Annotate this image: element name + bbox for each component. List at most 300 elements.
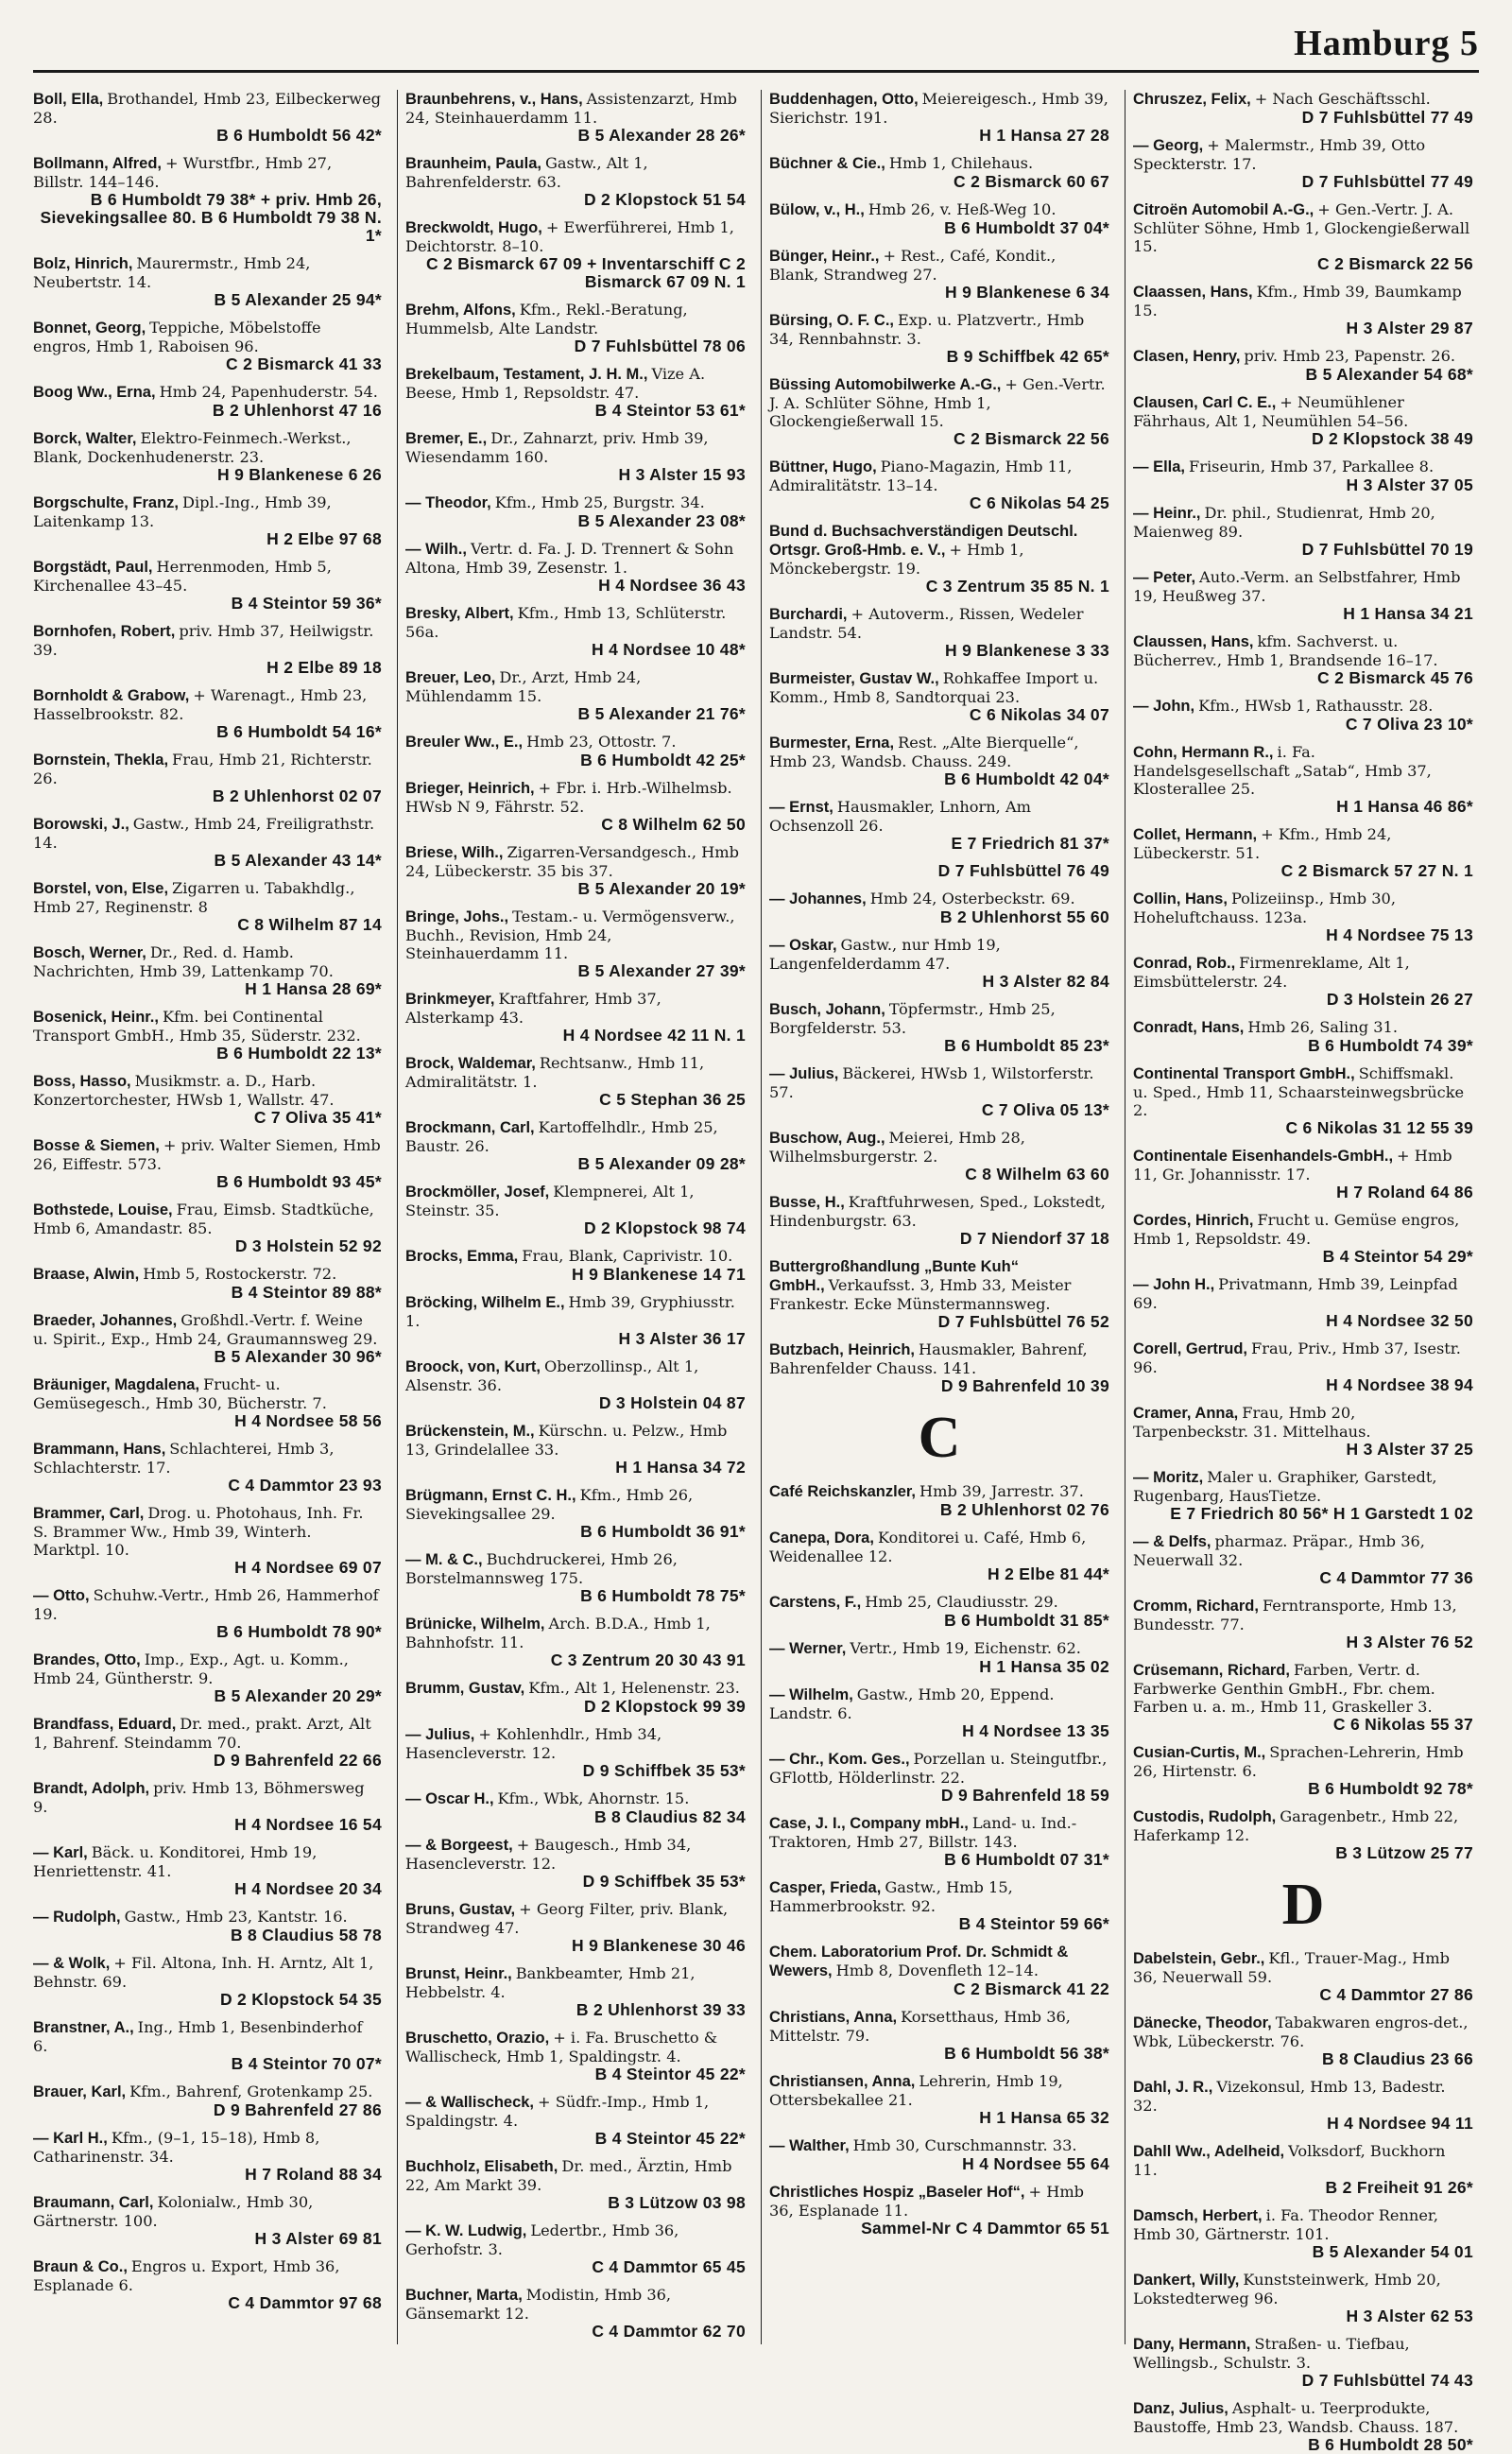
entry-details: + Südfr.-Imp., Hmb 1, Spaldingstr. 4. — [405, 2093, 710, 2130]
directory-entry — [769, 154, 1109, 191]
entry-telephone: H 4 Nordsee 13 35 — [962, 1721, 1109, 1740]
entry-details: Drog. u. Photohaus, Inh. Fr. S. Brammer Ww., Hmb 39, Winterh. Marktpl. 10. — [33, 1504, 364, 1559]
directory-entry — [1133, 1949, 1473, 2004]
entry-details: Klempnerei, Alt 1, Steinstr. 35. — [405, 1183, 695, 1219]
entry-details: Ferntransporte, Hmb 13, Bundesstr. 77. — [1133, 1597, 1457, 1633]
entry-telephone: D 7 Fuhlsbüttel 74 43 — [1301, 2371, 1473, 2390]
entry-details: Kfm., Rekl.-Beratung, Hummelsb, Alte Landstr. — [405, 301, 688, 337]
entry-telephone: D 2 Klopstock 54 35 — [219, 1990, 382, 2009]
entry-telephone: H 4 Nordsee 32 50 — [1326, 1311, 1473, 1330]
entry-name: Broock, von, Kurt, — [405, 1358, 541, 1375]
entry-name: Brückenstein, M., — [405, 1423, 535, 1440]
entry-telephone: B 6 Humboldt 56 42* — [216, 126, 382, 145]
entry-name: — Moritz, — [1133, 1469, 1204, 1486]
entry-telephone: D 9 Bahrenfeld 18 59 — [940, 1786, 1109, 1805]
entry-details: Testam.- u. Vermögensverw., Buchh., Revision, Hmb 24, Steinhauerdamm 11. — [405, 907, 735, 962]
entry-name: — Julius, — [769, 1065, 839, 1082]
entry-name: Breuler Ww., E., — [405, 734, 524, 751]
entry-details: Meierei, Hmb 28, Wilhelmsburgerstr. 2. — [769, 1129, 1025, 1166]
directory-entry — [405, 1054, 746, 1109]
directory-entry — [769, 1878, 1109, 1933]
directory-entry — [33, 1201, 382, 1255]
entry-telephone: H 4 Nordsee 38 94 — [1326, 1375, 1473, 1394]
directory-entry — [405, 1615, 746, 1669]
section-letter: D — [1281, 1873, 1325, 1937]
entry-telephone: H 2 Elbe 97 68 — [266, 529, 382, 548]
directory-entry — [33, 1779, 382, 1834]
directory-entry — [33, 1072, 382, 1127]
directory-entry — [33, 1440, 382, 1495]
directory-entry — [769, 1129, 1109, 1184]
directory-entry — [33, 2129, 382, 2184]
entry-details: Kfm. bei Continental Transport GmbH., Hmb 35, Süderstr. 232. — [33, 1008, 361, 1045]
entry-telephone: B 8 Claudius 23 66 — [1321, 2049, 1473, 2068]
entry-name: Continental Transport GmbH., — [1133, 1065, 1355, 1082]
entry-name: Brandt, Adolph, — [33, 1780, 150, 1797]
entry-telephone: B 6 Humboldt 37 04* — [944, 218, 1109, 237]
entry-name: Chem. Laboratorium Prof. Dr. Schmidt & Wewers, — [769, 1944, 1069, 1979]
entry-details: Polizeiinsp., Hmb 30, Hoheluftchauss. 123a. — [1133, 890, 1396, 926]
entry-details: Schlachterei, Hmb 3, Schlachterstr. 17. — [33, 1440, 335, 1477]
section-letter: C — [918, 1406, 961, 1470]
entry-name: Citroën Automobil A.-G., — [1133, 201, 1314, 218]
entry-name: Bonnet, Georg, — [33, 320, 146, 337]
directory-entry — [769, 1482, 1109, 1519]
directory-entry — [33, 1586, 382, 1641]
directory-entry — [1133, 632, 1473, 687]
directory-entry — [1133, 1339, 1473, 1394]
directory-entry — [405, 843, 746, 898]
directory-entry — [33, 1504, 382, 1577]
entry-telephone: C 4 Dammtor 77 36 — [1319, 1568, 1473, 1587]
entry-telephone: B 2 Freiheit 91 26* — [1325, 2178, 1473, 2197]
entry-name: — Heinr., — [1133, 505, 1201, 522]
entry-details: Vize A. Beese, Hmb 1, Repsoldstr. 47. — [405, 365, 706, 402]
entry-name: Breckwoldt, Hugo, — [405, 219, 542, 236]
entry-name: Briese, Wilh., — [405, 844, 504, 861]
entry-name: Dany, Hermann, — [1133, 2336, 1251, 2353]
entry-details: Hmb 26, v. Heß-Weg 10. — [868, 200, 1057, 218]
entry-details: Kolonialw., Hmb 30, Gärtnerstr. 100. — [33, 2193, 314, 2230]
directory-entry — [405, 1550, 746, 1605]
entry-telephone: H 1 Hansa 65 32 — [979, 2108, 1109, 2127]
entry-name: — K. W. Ludwig, — [405, 2222, 527, 2239]
directory-entry — [769, 522, 1109, 596]
directory-entry — [405, 1679, 746, 1716]
entry-telephone: B 4 Steintor 89 88* — [231, 1283, 382, 1302]
entry-telephone: H 3 Alster 76 52 — [1346, 1633, 1473, 1651]
entry-name: Bremer, E., — [405, 430, 488, 447]
directory-entry — [769, 1529, 1109, 1583]
directory-entry — [405, 2157, 746, 2212]
entry-details: Kfl., Trauer-Mag., Hmb 36, Neuerwall 59. — [1133, 1949, 1450, 1986]
entry-telephone: B 5 Alexander 43 14* — [214, 851, 382, 870]
entry-name: Brocks, Emma, — [405, 1248, 519, 1265]
entry-name: Braun & Co., — [33, 2258, 128, 2275]
entry-telephone: D 9 Bahrenfeld 27 86 — [213, 2100, 382, 2119]
directory-entry — [1133, 954, 1473, 1009]
entry-telephone: H 3 Alster 29 87 — [1346, 319, 1473, 337]
entry-details: Hmb 25, Claudiusstr. 29. — [865, 1593, 1058, 1611]
entry-telephone: D 3 Holstein 52 92 — [234, 1236, 382, 1255]
entry-telephone: D 7 Fuhlsbüttel 70 19 — [1301, 540, 1473, 559]
entry-details: Maurermstr., Hmb 24, Neubertstr. 14. — [33, 254, 311, 291]
entry-name: Braunbehrens, v., Hans, — [405, 91, 583, 108]
entry-details: Imp., Exp., Agt. u. Komm., Hmb 24, Güntherstr. 9. — [33, 1650, 349, 1687]
entry-telephone: C 3 Zentrum 20 30 43 91 — [550, 1650, 746, 1669]
page-number: 5 — [1460, 24, 1479, 63]
entry-telephone: D 3 Holstein 04 87 — [598, 1393, 746, 1412]
entry-name: Bürsing, O. F. C., — [769, 312, 895, 329]
entry-name: — Wilh., — [405, 541, 467, 558]
entry-name: Braunheim, Paula, — [405, 155, 541, 172]
entry-telephone: H 4 Nordsee 16 54 — [234, 1815, 382, 1834]
entry-details: Rohkaffee Import u. Komm., Hmb 8, Sandtorquai 23. — [769, 669, 1099, 706]
directory-entry — [405, 779, 746, 834]
entry-telephone: D 2 Klopstock 38 49 — [1311, 429, 1473, 448]
entry-telephone: D 7 Fuhlsbüttel 76 52 — [937, 1312, 1109, 1331]
entry-details: Rechtsanw., Hmb 11, Admiralitätstr. 1. — [405, 1054, 705, 1091]
entry-details: pharmaz. Präpar., Hmb 36, Neuerwall 32. — [1133, 1532, 1425, 1569]
entry-name: Bollmann, Alfred, — [33, 155, 162, 172]
directory-entry — [769, 1814, 1109, 1869]
entry-telephone: C 3 Zentrum 35 85 N. 1 — [925, 577, 1109, 596]
entry-details: Hmb 23, Ottostr. 7. — [526, 733, 677, 751]
directory-entry — [33, 1954, 382, 2009]
directory-entry — [33, 2082, 382, 2119]
directory-entry — [1133, 347, 1473, 384]
entry-name: Bülow, v., H., — [769, 201, 865, 218]
entry-details: Bäckerei, HWsb 1, Wilstorferstr. 57. — [769, 1064, 1094, 1101]
entry-details: i. Fa. Handelsgesellschaft „Satab“, Hmb 37, Klosterallee 25. — [1133, 743, 1432, 798]
directory-entry — [33, 319, 382, 373]
entry-details: Auto.-Verm. an Selbstfahrer, Hmb 19, Heußweg 37. — [1133, 568, 1461, 605]
entry-name: Bröcking, Wilhelm E., — [405, 1294, 565, 1311]
entry-details: Frucht- u. Gemüsegesch., Hmb 30, Bücherstr. 7. — [33, 1375, 327, 1412]
entry-name: Braeder, Johannes, — [33, 1312, 178, 1329]
entry-details: Hmb 1, Chilehaus. — [888, 154, 1034, 172]
directory-entry — [405, 733, 746, 769]
directory-entry — [405, 2029, 746, 2083]
entry-telephone: B 4 Steintor 59 66* — [958, 1914, 1109, 1933]
entry-name: Brockmann, Carl, — [405, 1119, 535, 1136]
entry-name: Borck, Walter, — [33, 430, 137, 447]
entry-name: Bresky, Albert, — [405, 605, 514, 622]
entry-name: — Karl, — [33, 1844, 88, 1861]
directory-entry — [769, 890, 1109, 926]
entry-telephone: H 3 Alster 69 81 — [254, 2229, 382, 2248]
entry-details: Asphalt- u. Teerprodukte, Baustoffe, Hmb 23, Wandsb. Chauss. 187. — [1133, 2399, 1459, 2436]
entry-details: + priv. Walter Siemen, Hmb 26, Eiffestr. 573. — [33, 1136, 381, 1173]
directory-entry — [33, 815, 382, 870]
directory-entry — [1133, 1597, 1473, 1651]
entry-details: Oberzollinsp., Alt 1, Alsenstr. 36. — [405, 1357, 699, 1394]
entry-name: Busch, Johann, — [769, 1001, 885, 1018]
entry-telephone: B 4 Steintor 59 36* — [231, 594, 382, 613]
entry-details: Buchdruckerei, Hmb 26, Borstelmannsweg 175. — [405, 1550, 678, 1587]
entry-details: Frau, Hmb 20, Tarpenbeckstr. 31. Mittelhaus. — [1133, 1404, 1371, 1441]
entry-name: — & Wallischeck, — [405, 2094, 535, 2111]
entry-telephone: B 6 Humboldt 85 23* — [944, 1036, 1109, 1055]
entry-details: Kfm., Hmb 25, Burgstr. 34. — [494, 493, 705, 511]
entry-details: Assistenzarzt, Hmb 24, Steinhauerdamm 11. — [405, 90, 738, 127]
entry-details: Tabakwaren engros-det., Wbk, Lübeckerstr. 76. — [1133, 2013, 1469, 2050]
entry-details: + i. Fa. Bruschetto & Wallischeck, Hmb 1, Spaldingstr. 4. — [405, 2029, 718, 2065]
entry-name: Brügmann, Ernst C. H., — [405, 1487, 576, 1504]
entry-telephone: H 2 Elbe 89 18 — [266, 658, 382, 677]
entry-telephone: B 6 Humboldt 42 04* — [944, 769, 1109, 788]
entry-details: i. Fa. Theodor Renner, Hmb 30, Gärtnerstr. 101. — [1133, 2206, 1439, 2243]
entry-name: Boog Ww., Erna, — [33, 384, 156, 401]
entry-name: Dänecke, Theodor, — [1133, 2014, 1272, 2031]
directory-entry — [405, 493, 746, 530]
entry-name: Bosse & Siemen, — [33, 1137, 160, 1154]
directory-entry — [33, 751, 382, 805]
entry-name: Christiansen, Anna, — [769, 2073, 916, 2090]
entry-telephone: B 5 Alexander 54 01 — [1312, 2242, 1473, 2261]
entry-details: Hmb 24, Papenhuderstr. 54. — [159, 383, 378, 401]
entry-details: Kfm., Wbk, Ahornstr. 15. — [497, 1789, 690, 1807]
directory-entry — [769, 458, 1109, 512]
entry-telephone: B 6 Humboldt 28 50* — [1308, 2435, 1473, 2454]
entry-telephone: D 7 Fuhlsbüttel 77 49 — [1301, 108, 1473, 127]
entry-details: Kunststeinwerk, Hmb 20, Lokstedterweg 96. — [1133, 2271, 1441, 2307]
entry-name: Clausen, Carl C. E., — [1133, 394, 1277, 411]
entry-telephone: D 7 Fuhlsbüttel 78 06 — [574, 337, 746, 355]
entry-name: — Johannes, — [769, 890, 867, 907]
entry-telephone: B 4 Steintor 70 07* — [231, 2054, 382, 2073]
directory-entry — [33, 2193, 382, 2248]
entry-name: Brunst, Heinr., — [405, 1965, 512, 1982]
entry-details: Korsetthaus, Hmb 36, Mittelstr. 79. — [769, 2008, 1071, 2045]
entry-details: priv. Hmb 13, Böhmersweg 9. — [33, 1779, 365, 1816]
directory-entry — [1133, 283, 1473, 337]
entry-telephone: C 2 Bismarck 45 76 — [1317, 668, 1473, 687]
directory-entry — [769, 2183, 1109, 2238]
directory-entry — [33, 558, 382, 613]
directory-entry — [769, 375, 1109, 448]
entry-name: Bornholdt & Grabow, — [33, 687, 190, 704]
directory-entry — [1133, 1275, 1473, 1330]
entry-details: Gastw., Hmb 15, Hammerbrookstr. 92. — [769, 1878, 1013, 1915]
entry-details: Schuhw.-Vertr., Hmb 26, Hammerhof 19. — [33, 1586, 379, 1623]
entry-telephone: D 2 Klopstock 51 54 — [583, 190, 746, 209]
entry-telephone: C 2 Bismarck 67 09 + Inventarschiff C 2 Bismarck 67 09 N. 1 — [425, 254, 746, 291]
entry-telephone: B 6 Humboldt 56 38* — [944, 2044, 1109, 2063]
directory-entry — [33, 1908, 382, 1944]
entry-name: Continentale Eisenhandels-GmbH., — [1133, 1148, 1394, 1165]
entry-name: Bolz, Hinrich, — [33, 255, 133, 272]
directory-columns — [33, 90, 1479, 2454]
entry-telephone: B 5 Alexander 09 28* — [577, 1154, 746, 1173]
entry-telephone: B 2 Uhlenhorst 55 60 — [939, 907, 1109, 926]
entry-telephone: H 3 Alster 37 25 — [1346, 1440, 1473, 1459]
entry-details: Kfm., Hmb 39, Baumkamp 15. — [1133, 283, 1462, 320]
entry-name: Canepa, Dora, — [769, 1529, 874, 1547]
entry-telephone: D 7 Niendorf 37 18 — [959, 1229, 1109, 1248]
entry-telephone: H 7 Roland 64 86 — [1336, 1183, 1473, 1201]
entry-details: Vertr., Hmb 19, Eichenstr. 62. — [850, 1639, 1081, 1657]
entry-name: Claassen, Hans, — [1133, 284, 1253, 301]
entry-name: Boss, Hasso, — [33, 1073, 131, 1090]
directory-entry — [1133, 1807, 1473, 1862]
directory-entry — [405, 365, 746, 420]
directory-entry — [1133, 393, 1473, 448]
entry-name: — Ernst, — [769, 799, 833, 816]
entry-telephone: E 7 Friedrich 81 37* — [951, 834, 1109, 853]
directory-entry — [769, 1340, 1109, 1395]
entry-details: Brothandel, Hmb 23, Eilbeckerweg 28. — [33, 90, 382, 127]
entry-name: Cordes, Hinrich, — [1133, 1212, 1254, 1229]
entry-telephone: B 5 Alexander 28 26* — [577, 126, 746, 145]
entry-details: Ing., Hmb 1, Besenbinderhof 6. — [33, 2018, 363, 2055]
entry-details: + Nach Geschäftsschl. — [1254, 90, 1431, 108]
column-3 — [761, 90, 1115, 2344]
entry-details: Gastw., Hmb 20, Eppend. Landstr. 6. — [769, 1685, 1055, 1722]
entry-name: Brammer, Carl, — [33, 1505, 145, 1522]
city-name: Hamburg — [1294, 24, 1451, 63]
entry-details: Kfm., (9–1, 15–18), Hmb 8, Catharinenstr. 34. — [33, 2129, 320, 2166]
entry-telephone: B 6 Humboldt 93 45* — [216, 1172, 382, 1191]
directory-entry — [405, 2093, 746, 2148]
directory-entry — [33, 1136, 382, 1191]
directory-entry — [405, 540, 746, 595]
directory-entry — [33, 254, 382, 309]
entry-details: Kfm., Bahrenf, Grotenkamp 25. — [129, 2082, 373, 2100]
entry-telephone: B 6 Humboldt 78 90* — [216, 1622, 382, 1641]
entry-details: Zigarren u. Tabakhdlg., Hmb 27, Reginenstr. 8 — [33, 879, 355, 916]
entry-name: Braase, Alwin, — [33, 1266, 140, 1283]
directory-entry — [1133, 90, 1473, 127]
entry-details: + Hmb 11, Gr. Johannisstr. 17. — [1133, 1147, 1452, 1184]
directory-entry — [405, 154, 746, 209]
entry-name: Cromm, Richard, — [1133, 1598, 1259, 1615]
directory-entry — [33, 879, 382, 934]
entry-name: — Oskar, — [769, 937, 837, 954]
entry-name: Butzbach, Heinrich, — [769, 1341, 916, 1358]
entry-telephone: H 3 Alster 82 84 — [982, 972, 1109, 991]
entry-telephone: H 3 Alster 37 05 — [1346, 475, 1473, 494]
entry-telephone: H 4 Nordsee 69 07 — [234, 1558, 382, 1577]
directory-entry — [1133, 1743, 1473, 1798]
directory-entry — [405, 604, 746, 659]
entry-telephone: B 6 Humboldt 54 16* — [216, 722, 382, 741]
entry-telephone: E 7 Friedrich 80 56* H 1 Garstedt 1 02 — [1170, 1504, 1473, 1523]
entry-telephone: Sammel-Nr C 4 Dammtor 65 51 — [861, 2219, 1109, 2238]
entry-name: Brinkmeyer, — [405, 991, 495, 1008]
entry-telephone: B 5 Alexander 25 94* — [214, 290, 382, 309]
entry-telephone: D 7 Fuhlsbüttel 77 49 — [1301, 172, 1473, 191]
entry-telephone: C 7 Oliva 23 10* — [1345, 715, 1473, 734]
entry-name: Bringe, Johs., — [405, 908, 509, 925]
entry-telephone: H 7 Roland 88 34 — [245, 2165, 382, 2184]
entry-name: — Werner, — [769, 1640, 847, 1657]
entry-name: Cusian-Curtis, M., — [1133, 1744, 1266, 1761]
entry-name: Collet, Hermann, — [1133, 826, 1258, 843]
entry-details: + Ewerführerei, Hmb 1, Deichtorstr. 8–10. — [405, 218, 734, 255]
entry-name: — Karl H., — [33, 2130, 108, 2147]
entry-details: Dr. med., prakt. Arzt, Alt 1, Bahrenf. Steindamm 70. — [33, 1715, 371, 1752]
entry-name: Bräuniger, Magdalena, — [33, 1376, 200, 1393]
directory-entry — [33, 2257, 382, 2312]
entry-telephone: B 5 Alexander 20 19* — [577, 879, 746, 898]
entry-details: Dr. med., Ärztin, Hmb 22, Am Markt 39. — [405, 2157, 732, 2194]
entry-telephone: D 3 Holstein 26 27 — [1326, 990, 1473, 1009]
entry-telephone: H 9 Blankenese 6 26 — [217, 465, 382, 484]
directory-entry — [405, 429, 746, 484]
entry-telephone: B 5 Alexander 27 39* — [577, 961, 746, 980]
entry-name: Buchner, Marta, — [405, 2287, 523, 2304]
entry-name: Brockmöller, Josef, — [405, 1184, 550, 1201]
directory-entry — [769, 2072, 1109, 2127]
entry-details: + Gen.-Vertr. J. A. Schlüter Söhne, Hmb 1, Glockengießerwall 15. — [769, 375, 1106, 430]
entry-telephone: H 9 Blankenese 6 34 — [945, 283, 1109, 302]
entry-name: Clasen, Henry, — [1133, 348, 1241, 365]
column-1 — [33, 90, 387, 2344]
entry-details: Sprachen-Lehrerin, Hmb 26, Hirtenstr. 6. — [1133, 1743, 1464, 1780]
entry-name: Brauer, Karl, — [33, 2083, 127, 2100]
entry-name: — Otto, — [33, 1587, 90, 1604]
directory-entry — [33, 1265, 382, 1302]
entry-details: + Wurstfbr., Hmb 27, Billstr. 144–146. — [33, 154, 333, 191]
entry-details: Arch. B.D.A., Hmb 1, Bahnhofstr. 11. — [405, 1615, 711, 1651]
entry-name: — & Borgeest, — [405, 1837, 513, 1854]
entry-telephone: B 3 Lützow 25 77 — [1335, 1843, 1473, 1862]
entry-name: Bosenick, Heinr., — [33, 1009, 159, 1026]
entry-details: Bäck. u. Konditorei, Hmb 19, Henriettenstr. 41. — [33, 1843, 318, 1880]
entry-details: Dr., Zahnarzt, priv. Hmb 39, Wiesendamm 160. — [405, 429, 709, 466]
directory-entry — [1133, 2142, 1473, 2197]
entry-telephone: B 6 Humboldt 36 91* — [580, 1522, 746, 1541]
directory-entry — [1133, 1211, 1473, 1266]
entry-name: Burmester, Erna, — [769, 734, 895, 752]
entry-details: Land- u. Ind.-Traktoren, Hmb 27, Billstr. 143. — [769, 1814, 1077, 1851]
entry-name: Büssing Automobilwerke A.-G., — [769, 376, 1002, 393]
entry-name: — & Delfs, — [1133, 1533, 1211, 1550]
directory-entry — [769, 936, 1109, 991]
entry-details: Hmb 30, Curschmannstr. 33. — [852, 2136, 1077, 2154]
entry-details: Verkaufsst. 3, Hmb 33, Meister Frankestr. Ecke Münstermannsweg. — [769, 1276, 1072, 1313]
directory-entry — [1133, 743, 1473, 816]
entry-details: Lehrerin, Hmb 19, Ottersbekallee 21. — [769, 2072, 1063, 2109]
directory-entry — [405, 1725, 746, 1780]
entry-details: Dr., Arzt, Hmb 24, Mühlendamm 15. — [405, 668, 642, 705]
entry-details: + Gen.-Vertr. J. A. Schlüter Söhne, Hmb 1, Glockengießerwall 15. — [1133, 200, 1470, 255]
entry-name: Brumm, Gustav, — [405, 1680, 525, 1697]
entry-details: Dipl.-Ing., Hmb 39, Laitenkamp 13. — [33, 493, 332, 530]
entry-name: Brünicke, Wilhelm, — [405, 1616, 545, 1633]
entry-details: Bankbeamter, Hmb 21, Hebbelstr. 4. — [405, 1964, 696, 2001]
directory-entry — [405, 990, 746, 1045]
directory-entry — [769, 1639, 1109, 1676]
entry-name: Büttner, Hugo, — [769, 458, 877, 475]
entry-details: Zigarren-Versandgesch., Hmb 24, Lübeckerstr. 35 bis 37. — [405, 843, 739, 880]
directory-entry — [1133, 697, 1473, 734]
entry-telephone: H 1 Hansa 34 21 — [1343, 604, 1473, 623]
directory-entry — [405, 1183, 746, 1237]
entry-telephone: C 2 Bismarck 41 22 — [954, 1979, 1109, 1998]
entry-details: + Hmb 36, Esplanade 11. — [769, 2183, 1085, 2220]
directory-entry — [769, 1750, 1109, 1805]
entry-details: Hmb 26, Saling 31. — [1247, 1018, 1398, 1036]
entry-details: Schiffsmakl. u. Sped., Hmb 11, Schaarsteinwegsbrücke 2. — [1133, 1064, 1465, 1119]
entry-name: Case, J. I., Company mbH., — [769, 1815, 969, 1832]
entry-name: Borgstädt, Paul, — [33, 559, 153, 576]
entry-telephone: H 3 Alster 36 17 — [618, 1329, 746, 1348]
entry-details: Volksdorf, Buckhorn 11. — [1133, 2142, 1446, 2179]
entry-telephone: B 5 Alexander 54 68* — [1305, 365, 1473, 384]
entry-telephone: B 2 Uhlenhorst 02 07 — [212, 786, 382, 805]
